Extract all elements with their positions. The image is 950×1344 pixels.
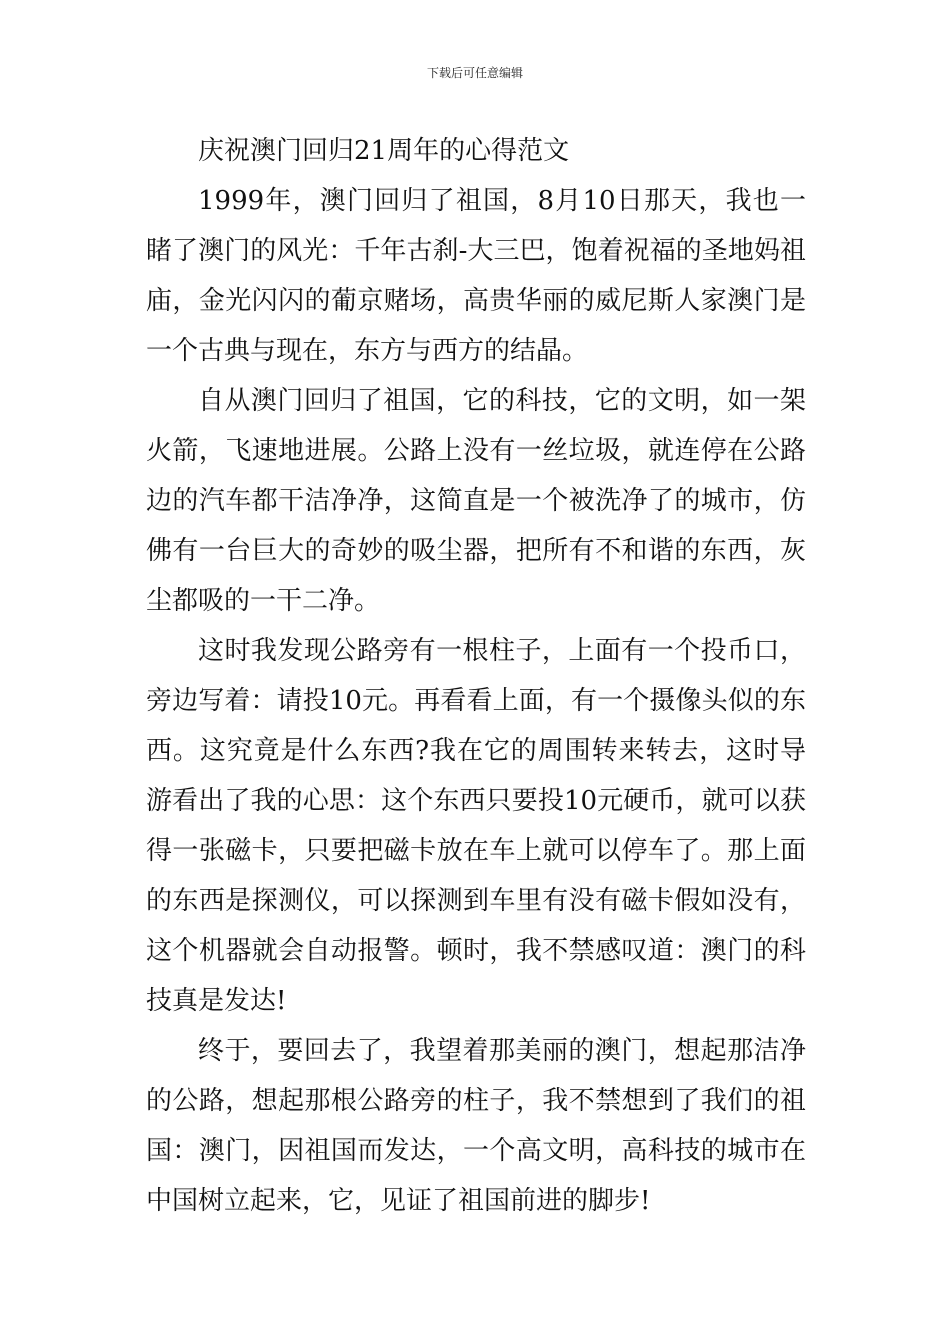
page-header-note: 下载后可任意编辑 [426, 66, 523, 80]
paragraph-4: 终于，要回去了，我望着那美丽的澳门，想起那洁净的公路，想起那根公路旁的柱子，我不禁想到了我们的祖国：澳门，因祖国而发达，一个高文明，高科技的城市在中国树立起来，它，见证了祖国前进的脚步! [146, 1036, 806, 1216]
document-title: 庆祝澳门回归21周年的心得范文 [198, 136, 570, 166]
paragraph-2: 自从澳门回归了祖国，它的科技，它的文明，如一架火箭，飞速地进展。公路上没有一丝垃圾，就连停在公路边的汽车都干洁净净，这简直是一个被洗净了的城市，仿佛有一台巨大的奇妙的吸尘器，把所有不和谐的东西，灰尘都吸的一干二净。 [146, 386, 806, 616]
paragraph-1: 1999年，澳门回归了祖国，8月10日那天，我也一睹了澳门的风光：千年古刹-大三巴，饱着祝福的圣地妈祖庙，金光闪闪的葡京赌场，高贵华丽的威尼斯人家澳门是一个古典与现在，东方与西方的结晶。 [146, 186, 806, 366]
paragraph-3: 这时我发现公路旁有一根柱子，上面有一个投币口，旁边写着：请投10元。再看看上面，有一个摄像头似的东西。这究竟是什么东西?我在它的周围转来转去，这时导游看出了我的心思：这个东西只要投10元硬币，就可以获得一张磁卡，只要把磁卡放在车上就可以停车了。那上面的东西是探测仪，可以探测到车里有没有磁卡假如没有，这个机器就会自动报警。顿时，我不禁感叹道：澳门的科技真是发达! [146, 636, 806, 1016]
document-body [146, 126, 806, 1226]
